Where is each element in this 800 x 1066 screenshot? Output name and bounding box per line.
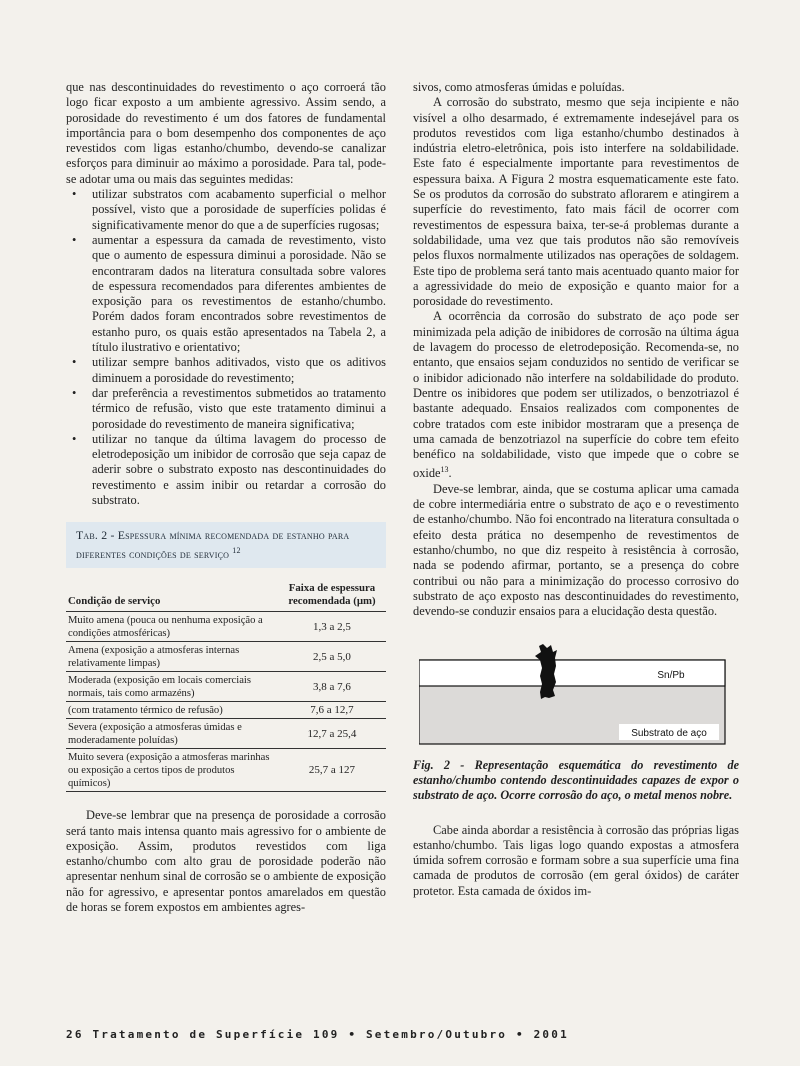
- list-item: • utilizar substratos com acabamento superficial o melhor possível, visto que a porosidade de superfícies polidas é significativamente menor do que a de superfícies rugosas;: [92, 187, 386, 233]
- thickness-table: [66, 582, 386, 791]
- paragraph-text: A ocorrência da corrosão do substrato de aço pode ser minimizada pela adição de inibidores de corrosão na última água de lavagem do processo de eletrodeposição. Recomenda-se, no entanto, que ensaios sejam conduzidos no sentido de verificar se o inibidor adicionado não interfere na soldabilidade do produto. Dentre os inibidores que podem ser utilizados, o benzotriazol é bastante adequado. Ensaios realizados com componentes de cobre tratados com este inibidor mostraram que a presença de uma camada de benzotriazol na superfície do cobre tem efeito benéfico na soldabilidade, visto que impede que o cobre se oxide: [413, 309, 739, 481]
- paragraph: sivos, como atmosferas úmidas e poluídas.: [413, 80, 625, 94]
- figure-2-diagram: [419, 642, 729, 746]
- figure-2: [419, 642, 729, 746]
- table-row: [66, 672, 386, 702]
- range-cell: 1,3 a 2,5: [276, 612, 386, 642]
- closing-paragraph: Deve-se lembrar que na presença de porosidade a corrosão será tanto mais intensa quanto mais agressivo for o ambiente de exposição. Assim, produtos revestidos com liga estanho/chumbo com alto grau de porosidade poderão não apresentar nenhum sinal de corrosão se o ambiente de exposição não for agressivo, e apresentar pontos amarelados em questão de horas se forem expostos em ambientes agres-: [66, 808, 386, 915]
- table-row: [66, 719, 386, 749]
- condition-cell: Muito amena (pouca ou nenhuma exposição a condições atmosféricas): [66, 612, 276, 642]
- paragraph: Cabe ainda abordar a resistência à corrosão das próprias ligas estanho/chumbo. Tais ligas logo quando expostas a atmosfera úmida sofrem corrosão e formam sobre a sua superfície uma fina camada de produtos de corrosão (em geral óxidos) de caráter protetor. Esta camada de óxidos im-: [413, 822, 739, 898]
- left-column: [66, 80, 386, 915]
- list-item: • utilizar sempre banhos aditivados, visto que os aditivos diminuem a porosidade do revestimento;: [92, 355, 386, 386]
- paragraph: A ocorrência da corrosão do substrato de aço pode ser minimizada pela adição de inibidores de corrosão na última água de lavagem do processo de eletrodeposição. Recomenda-se, no entanto, que ensaios sejam conduzidos no sentido de verificar se o inibidor adicionado não interfere na soldabilidade do produto. Dentre os inibidores que podem ser utilizados, o benzotriazol é bastante adequado. Ensaios realizados com componentes de cobre tratados com este inibidor mostraram que a presença de uma camada de benzotriazol na superfície do cobre tem efeito benéfico na soldabilidade, visto que impede que o cobre se oxide$^{13}$.: [413, 309, 739, 481]
- condition-cell: Moderada (exposição em locais comerciais normais, tais como armazéns): [66, 672, 276, 702]
- condition-cell: (com tratamento térmico de refusão): [66, 702, 276, 719]
- table-title: [66, 522, 386, 568]
- coating-label: Sn/Pb: [657, 669, 685, 681]
- right-column: [413, 80, 739, 899]
- header-range: Faixa de espessura recomendada (µm): [288, 582, 376, 608]
- measures-list: [66, 187, 386, 508]
- table-2: [66, 522, 386, 792]
- condition-cell: Muito severa (exposição a atmosferas marinhas ou exposição a certos tipos de produtos químicos): [66, 749, 276, 792]
- substrate-label: Substrato de aço: [631, 727, 707, 739]
- paragraph: A corrosão do substrato, mesmo que seja incipiente e não visível a olho desarmado, é extremamente indesejável para os produtos revestidos com liga estanho/chumbo destinados à indústria eletro-eletrônica, pois isto interfere na soldabilidade. Este fato é especialmente importante para revestimentos de espessura baixa. A Figura 2 mostra esquematicamente este fato. Se os produtos da corrosão do substrato aflorarem e atingirem a superfície do revestimento, fato mais fácil de ocorrer com revestimentos de espessura baixa, ter-se-á problemas durante a soldabilidade, uma vez que tais produtos não são removíveis pelos fluxos normalmente utilizados nas operações de soldagem. Este tipo de problema será tanto mais acentuado quanto maior for a agressividade do meio de exposição e quanto maior for a porosidade do revestimento.: [413, 95, 739, 309]
- condition-cell: Amena (exposição a atmosferas internas relativamente limpas): [66, 642, 276, 672]
- header-condition: Condição de serviço: [68, 595, 161, 608]
- range-cell: 25,7 a 127: [276, 749, 386, 792]
- table-title-ref: 12: [232, 546, 241, 556]
- list-item: • utilizar no tanque da última lavagem do processo de eletrodeposição um inibidor de corrosão que seja capaz de aderir sobre o substrato exposto nas descontinuidades do revestimento e assim inibir ou retardar a corrosão do substrato.: [92, 432, 386, 508]
- paragraph: Deve-se lembrar, ainda, que se costuma aplicar uma camada de cobre intermediária entre o substrato de aço e o revestimento de estanho/chumbo. Não foi encontrado na literatura consultada o efeito desta prática no desempenho de revestimentos de estanho/chumbo, no que diz respeito à resistência à corrosão, nada se podendo afirmar, portanto, se a presença do cobre contribui ou não para a minimização do processo corrosivo do substrato de aço exposto nas descontinuidades do revestimento, devendo-se conduzir ensaios para a elucidação desta questão.: [413, 481, 739, 619]
- table-bottom-rule: [66, 791, 386, 792]
- table-row: [66, 749, 386, 792]
- range-cell: 3,8 a 7,6: [276, 672, 386, 702]
- list-item: • aumentar a espessura da camada de revestimento, visto que o aumento de espessura diminui a porosidade. Não se encontraram dados na literatura consultada sobre valores de espessura recomendados para diferentes ambientes de exposição para os revestimentos de estanho/chumbo. Porém dados foram encontrados sobre revestimentos de estanho puro, os quais estão apresentados na Tabela 2, a título ilustrativo e orientativo;: [92, 233, 386, 355]
- range-cell: 2,5 a 5,0: [276, 642, 386, 672]
- intro-paragraph: que nas descontinuidades do revestimento o aço corroerá tão logo ficar exposto a um ambiente agressivo. Assim sendo, a porosidade do revestimento é um dos fatores de fundamental importância para o bom desempenho dos componentes de aço revestidos com ligas estanho/chumbo, devendo-se canalizar esforços para diminuir ao máximo a porosidade. Para tal, pode-se adotar uma ou mais das seguintes medidas:: [66, 80, 386, 186]
- table-row: [66, 642, 386, 672]
- table-row: [66, 612, 386, 642]
- condition-cell: Severa (exposição a atmosferas úmidas e moderadamente poluídas): [66, 719, 276, 749]
- table-row: [66, 702, 386, 719]
- table-title-text: Tab. 2 - Espessura mínima recomendada de estanho para diferentes condições de serviço: [76, 528, 350, 562]
- range-cell: 12,7 a 25,4: [276, 719, 386, 749]
- list-item: • dar preferência a revestimentos submetidos ao tratamento térmico de refusão, visto que este tratamento diminui a porosidade do revestimento de maneira significativa;: [92, 386, 386, 432]
- figure-caption: Fig. 2 - Representação esquemática do revestimento de estanho/chumbo contendo descontinuidades capazes de expor o substrato de aço. Ocorre corrosão do aço, o metal menos nobre.: [413, 757, 739, 802]
- page-footer: 26 Tratamento de Superfície 109 • Setembro/Outubro • 2001: [66, 1028, 569, 1041]
- reference-superscript: 13: [440, 465, 449, 475]
- range-cell: 7,6 a 12,7: [276, 702, 386, 719]
